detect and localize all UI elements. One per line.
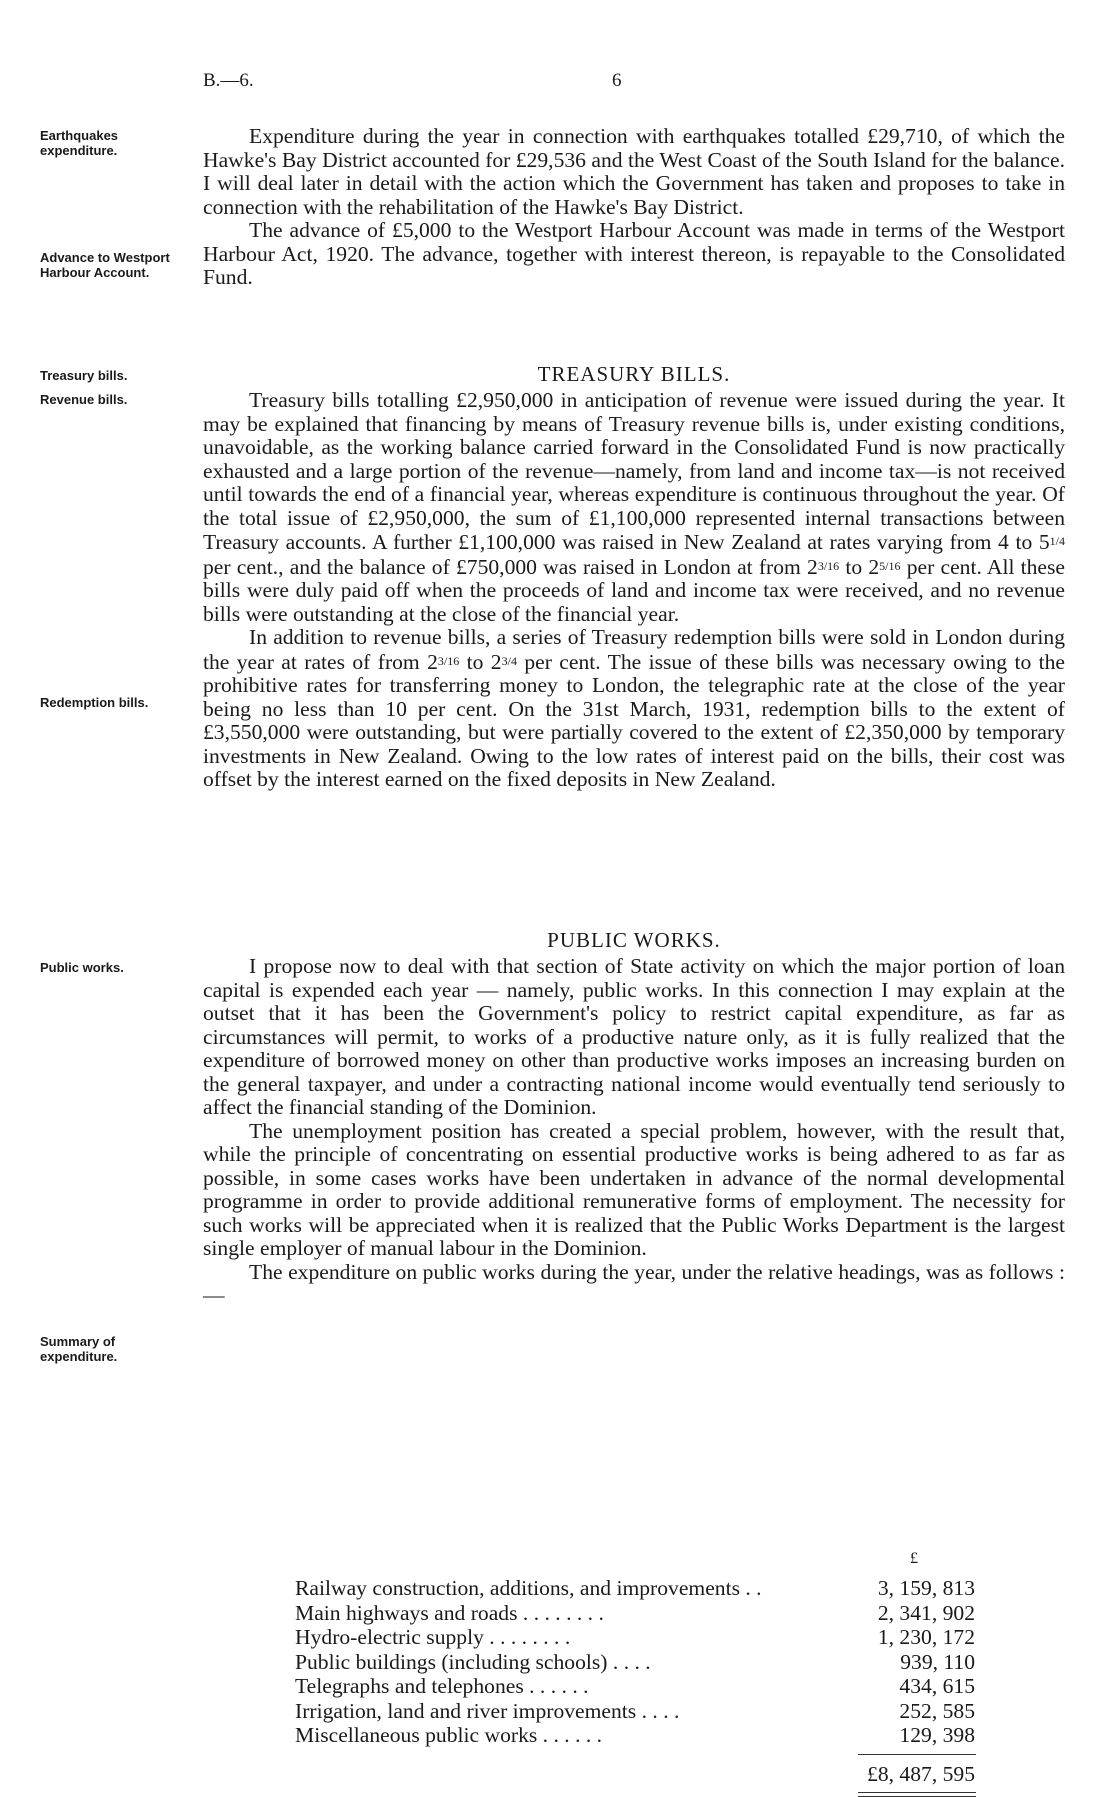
row-label: Railway construction, additions, and improvements . . — [295, 1576, 762, 1600]
row-amount: 252, 585 — [899, 1698, 975, 1723]
table-row — [295, 1601, 975, 1626]
westport-paragraph: The advance of £5,000 to the Westport Harbour Account was made in terms of the Westport Harbour Act, 1920. The advance, together with interest thereon, is repayable to the Consolidated Fund. — [203, 218, 1065, 289]
row-amount: 3, 159, 813 — [877, 1576, 975, 1600]
margin-note-revenue-bills: Revenue bills. — [40, 392, 128, 407]
public-works-paragraph-2: The unemployment position has created a special problem, however, with the result that, while the principle of concentrating on essential productive works is being adhered to as far as possible, in some cases works have been undertaken in advance of the normal developmental programme in order to provide additional remunerative forms of employment. The necessity for such works will be appreciated when it is realized that the Public Works Department is the largest single employer of manual labour in the Dominion. — [203, 1118, 1065, 1260]
public-works-paragraph-1: I propose now to deal with that section of State activity on which the major portion of loan capital is expended each year — namely, public works. In this connection I may explain at the outset that it has been the Government's policy to restrict capital expenditure, as far as circumstances will permit, to works of a productive nature only, as it is fully realized that the expenditure of borrowed money on other than productive works imposes an increasing burden on the general taxpayer, and under a contracting national income would eventually tend seriously to affect the financial standing of the Dominion. — [203, 954, 1065, 1119]
row-label: Telegraphs and telephones . . . . . . — [295, 1674, 589, 1698]
table-row — [295, 1650, 975, 1675]
text-run: to 2 — [839, 554, 880, 579]
document-reference: B.—6. — [203, 70, 254, 91]
margin-note-redemption-bills: Redemption bills. — [40, 695, 149, 710]
margin-note-treasury-bills: Treasury bills. — [40, 368, 128, 383]
row-amount: 129, 398 — [899, 1723, 975, 1747]
fraction: 5/16 — [879, 558, 901, 573]
redemption-bills-paragraph — [203, 626, 1065, 792]
row-amount: 939, 110 — [900, 1649, 975, 1674]
fraction: 3/16 — [437, 653, 460, 668]
table-row — [295, 1625, 975, 1650]
subtotal-rule — [858, 1754, 976, 1755]
row-label: Main highways and roads . . . . . . . . — [295, 1600, 604, 1625]
row-label: Public buildings (including schools) . . . . — [295, 1649, 651, 1674]
row-amount: 1, 230, 172 — [877, 1625, 975, 1649]
row-label: Hydro-electric supply . . . . . . . . — [295, 1625, 571, 1649]
text-run: per cent. All these bills were duly paid off when the proceeds of land and income tax were received, and no revenue bills were outstanding at the close of the financial year. — [203, 554, 1066, 626]
page-number: 6 — [612, 70, 622, 91]
text-run: Treasury bills totalling £2,950,000 in anticipation of revenue were issued during the year. It may be explained that financing by means of Treasury revenue bills is, under existing conditions, unavoidable, as the working balance carried forward in the Consolidated Fund is now practically exhausted and a large portion of the revenue—namely, from land and income tax—is not received until towards the end of a financial year, whereas expenditure is continuous throughout the year. Of the total issue of £2,950,000, the sum of £1,100,000 represented internal transactions between Treasury accounts. A further £1,100,000 was raised in New Zealand at rates varying from 4 to 5 — [203, 388, 1065, 554]
currency-header: £ — [910, 1550, 918, 1567]
margin-note-westport: Advance to Westport Harbour Account. — [40, 250, 170, 280]
text-run: In addition to revenue bills, a series of Treasury redemption bills were sold in London during the year at rates of from 2 — [203, 625, 1065, 674]
text-run: to 2 — [459, 649, 502, 674]
text-run: per cent., and the balance of £750,000 was raised in London at from 2 — [203, 554, 818, 579]
treasury-bills-heading: TREASURY BILLS. — [537, 362, 731, 386]
table-row — [295, 1699, 975, 1724]
fraction: 3/16 — [817, 558, 840, 573]
fraction: 3/4 — [501, 653, 517, 668]
table-row — [295, 1576, 975, 1601]
margin-note-summary: Summary of expenditure. — [40, 1334, 118, 1364]
row-amount: 2, 341, 902 — [877, 1600, 975, 1625]
expenditure-total: £8, 487, 595 — [867, 1761, 975, 1786]
fraction: 1/4 — [1049, 534, 1065, 548]
public-works-section — [203, 955, 1065, 1308]
row-label: Irrigation, land and river improvements . . . . — [295, 1698, 680, 1723]
margin-note-public-works: Public works. — [40, 960, 124, 975]
row-label: Miscellaneous public works . . . . . . — [295, 1723, 603, 1747]
revenue-bills-paragraph — [203, 389, 1065, 626]
earthquakes-paragraph: Expenditure during the year in connection with earthquakes totalled £29,710, of which the Hawke's Bay District accounted for £29,536 and the West Coast of the South Island for the balance. I will deal later in detail with the action which the Government has taken and proposes to take in connection with the rehabilitation of the Hawke's Bay District. — [203, 124, 1065, 219]
row-amount: 434, 615 — [899, 1674, 975, 1698]
total-double-rule — [858, 1792, 976, 1797]
expenditure-table — [295, 1576, 975, 1748]
table-row — [295, 1723, 975, 1748]
public-works-heading: PUBLIC WORKS. — [547, 928, 721, 952]
margin-note-earthquakes: Earthquakes expenditure. — [40, 128, 119, 158]
treasury-section — [203, 389, 1065, 792]
public-works-paragraph-3: The expenditure on public works during the year, under the relative headings, was as follows :— — [203, 1259, 1065, 1307]
text-run: per cent. The issue of these bills was necessary owing to the prohibitive rates for transferring money to London, the telegraphic rate at the close of the year being no less than 10 per cent. On the 31st March, 1931, redemption bills to the extent of £3,550,000 were outstanding, but were partially covered to the extent of £2,350,000 by temporary investments in New Zealand. Owing to the low rates of interest paid on the bills, their cost was offset by the interest earned on the fixed deposits in New Zealand. — [203, 649, 1065, 791]
table-row — [295, 1674, 975, 1699]
intro-section — [203, 125, 1065, 290]
